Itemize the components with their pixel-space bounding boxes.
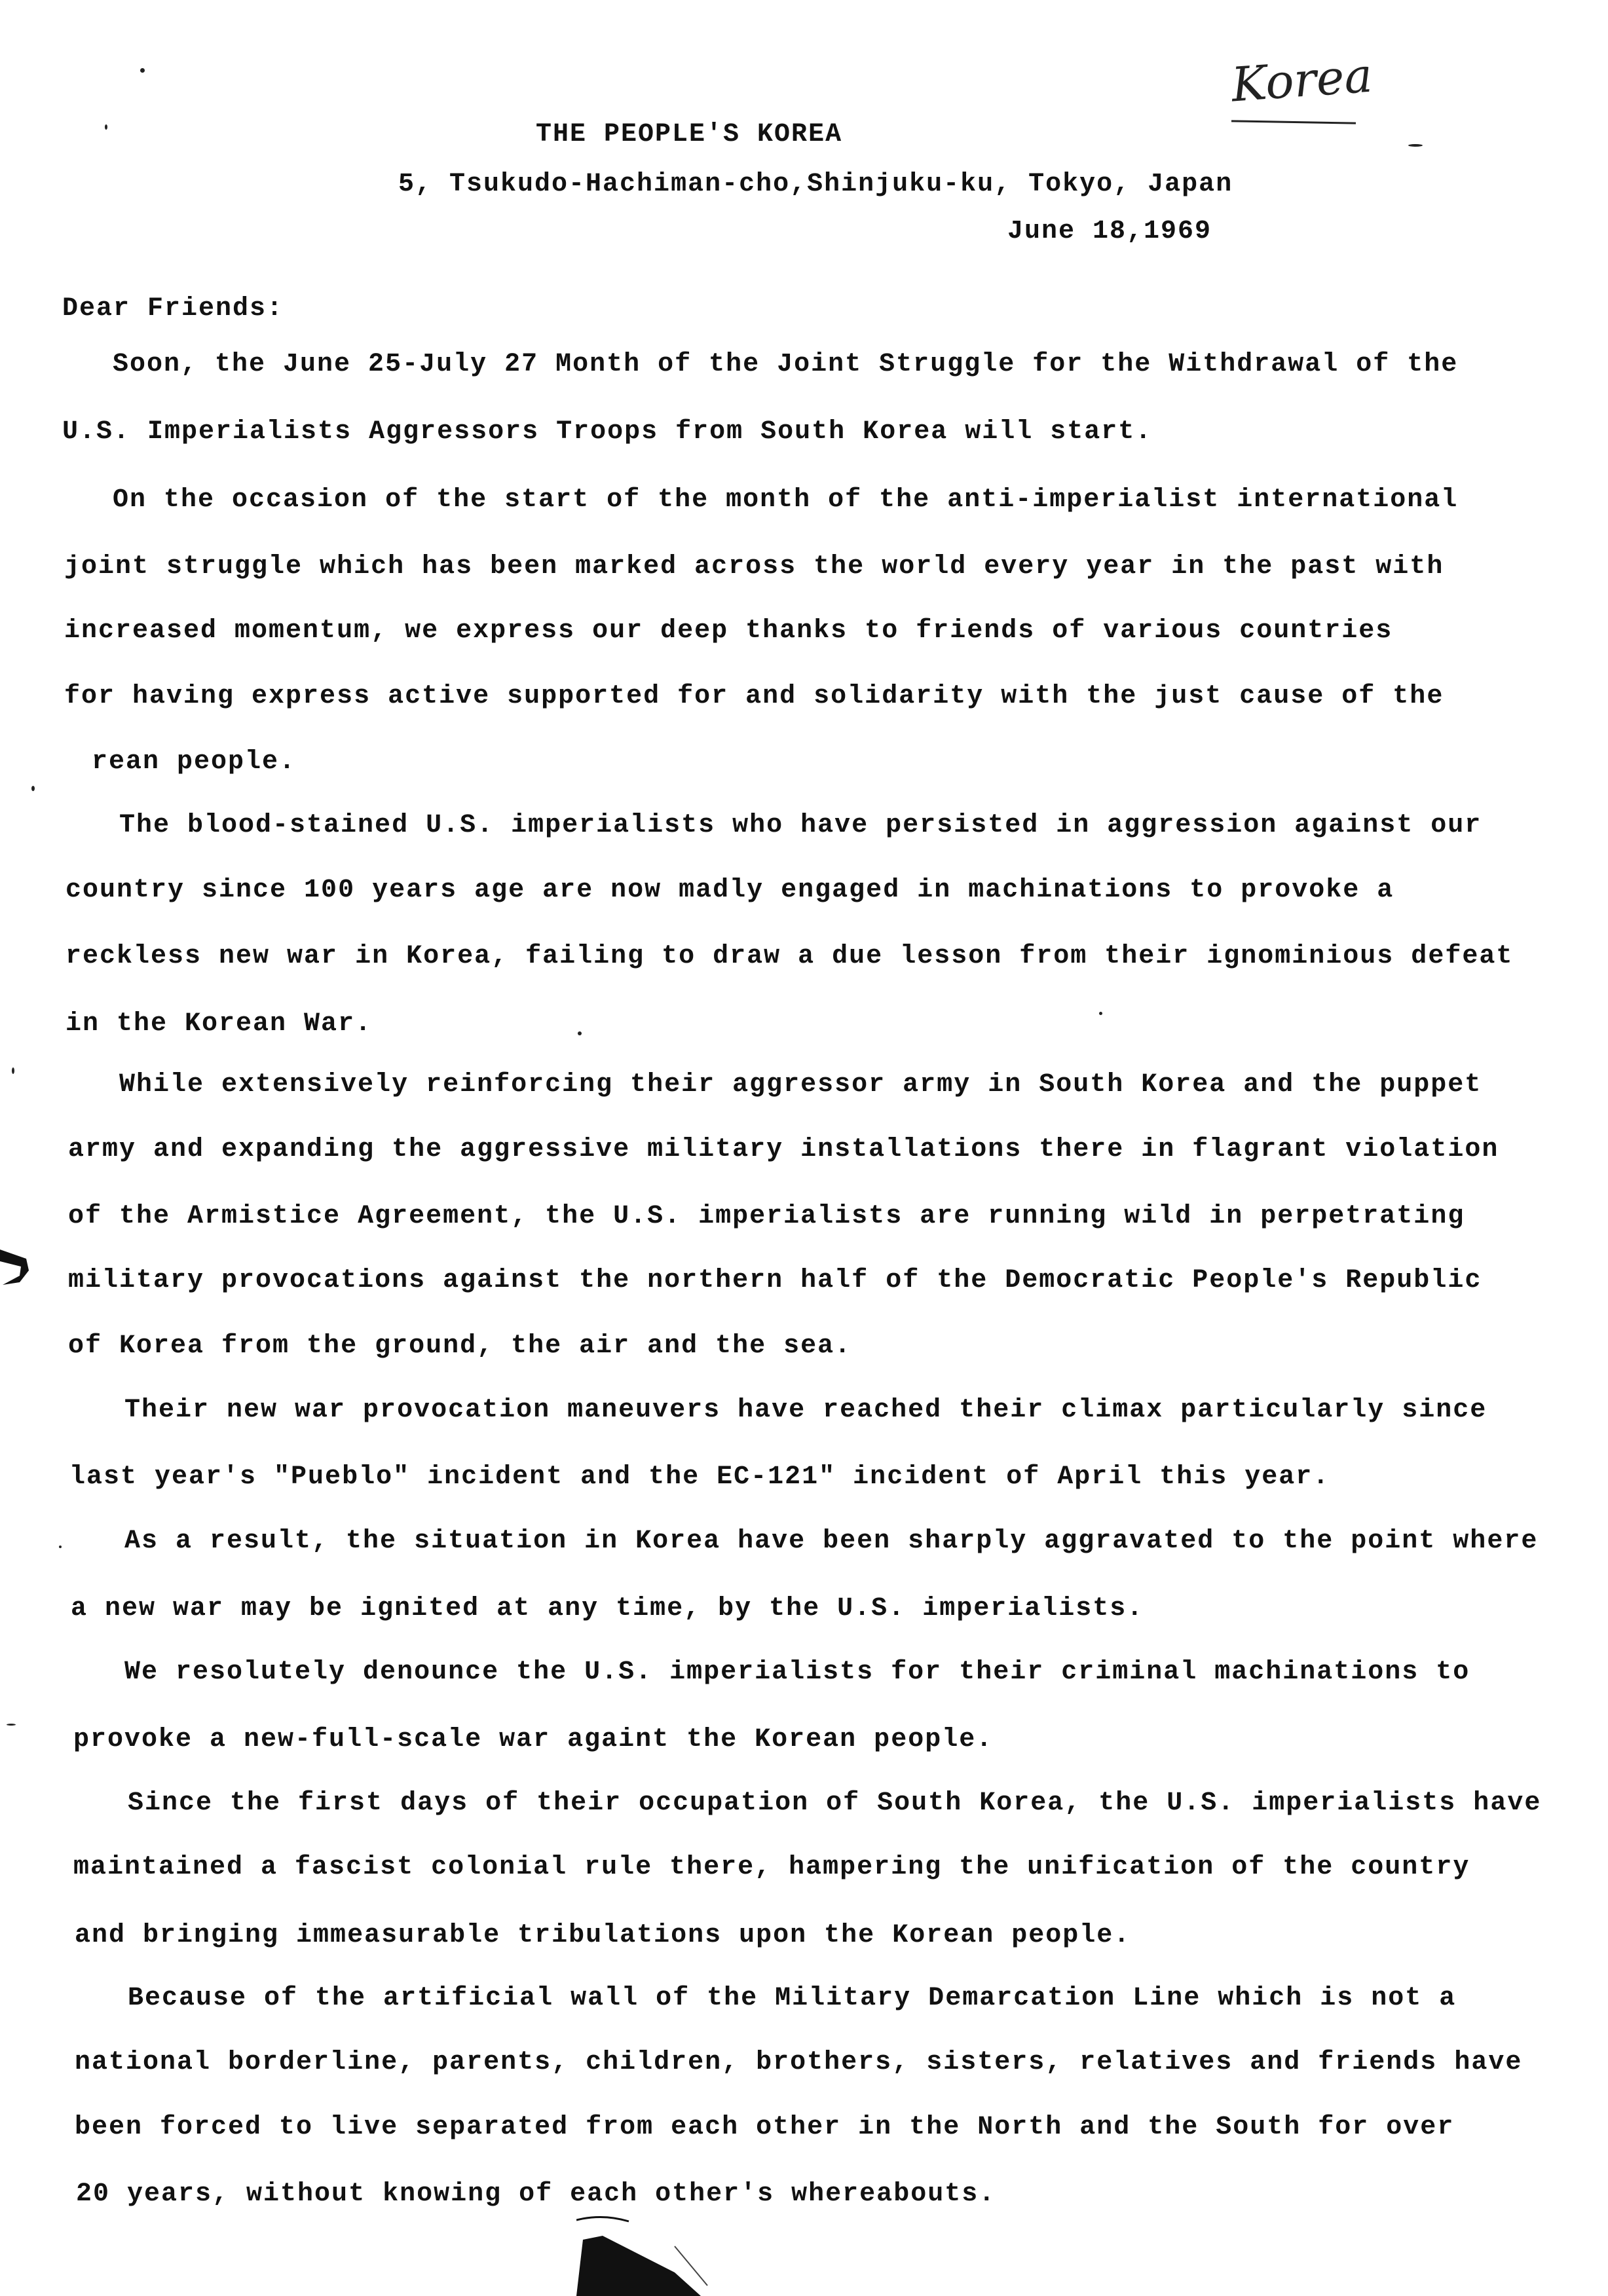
- scan-speck: [105, 124, 107, 130]
- body-line: maintained a fascist colonial rule there, hampering the unification of the country: [73, 1853, 1470, 1882]
- body-line: While extensively reinforcing their aggressor army in South Korea and the puppet: [119, 1070, 1482, 1100]
- body-line: Their new war provocation maneuvers have reached their climax particularly since: [124, 1396, 1487, 1425]
- body-line: On the occasion of the start of the month of the anti-imperialist international: [113, 485, 1459, 515]
- letterhead-title: THE PEOPLE'S KOREA: [536, 120, 843, 149]
- body-line: last year's "Pueblo" incident and the EC-121" incident of April this year.: [69, 1462, 1330, 1492]
- letter-date: June 18,1969: [1007, 217, 1212, 246]
- body-line: and bringing immeasurable tribulations upon the Korean people.: [75, 1921, 1131, 1950]
- letterhead-address: 5, Tsukudo-Hachiman-cho,Shinjuku-ku, Tokyo, Japan: [398, 170, 1233, 199]
- scan-speck: [7, 1724, 16, 1726]
- body-line: reckless new war in Korea, failing to draw a due lesson from their ignominious defeat: [65, 942, 1514, 971]
- scan-speck: [59, 1546, 62, 1548]
- scan-speck: [1408, 144, 1423, 147]
- scan-speck: [1099, 1012, 1102, 1015]
- body-line: national borderline, parents, children, brothers, sisters, relatives and friends have: [75, 2048, 1523, 2077]
- binder-hole-mark: [0, 1244, 39, 1290]
- body-line: in the Korean War.: [65, 1009, 373, 1039]
- body-line: We resolutely denounce the U.S. imperialists for their criminal machinations to: [124, 1657, 1470, 1687]
- body-line: for having express active supported for and solidarity with the just cause of the: [64, 682, 1444, 711]
- handwritten-note: Korea: [1229, 47, 1374, 113]
- body-line: The blood-stained U.S. imperialists who have persisted in aggression against our: [119, 811, 1482, 840]
- body-line: army and expanding the aggressive military installations there in flagrant violation: [68, 1135, 1499, 1164]
- scan-speck: [140, 68, 145, 73]
- body-line: rean people.: [92, 747, 297, 777]
- scan-speck: [578, 1031, 582, 1035]
- body-line: Because of the artificial wall of the Military Demarcation Line which is not a: [128, 1984, 1457, 2013]
- body-line: As a result, the situation in Korea have been sharply aggravated to the point where: [124, 1527, 1539, 1556]
- scan-speck: [31, 786, 35, 791]
- body-line: of Korea from the ground, the air and the sea.: [68, 1331, 852, 1361]
- body-line: a new war may be ignited at any time, by the U.S. imperialists.: [71, 1594, 1144, 1623]
- body-line: military provocations against the northern half of the Democratic People's Republic: [68, 1266, 1482, 1295]
- body-line: country since 100 years age are now madly engaged in machinations to provoke a: [65, 876, 1394, 905]
- body-line: U.S. Imperialists Aggressors Troops from South Korea will start.: [62, 417, 1153, 447]
- body-line: 20 years, without knowing of each other's whereabouts.: [76, 2179, 996, 2209]
- page-edge-mark: [576, 2213, 734, 2296]
- body-line: increased momentum, we express our deep thanks to friends of various countries: [64, 616, 1393, 646]
- body-line: Since the first days of their occupation of South Korea, the U.S. imperialists have: [128, 1788, 1542, 1818]
- body-line: Soon, the June 25-July 27 Month of the Joint Struggle for the Withdrawal of the: [113, 350, 1459, 379]
- body-line: joint struggle which has been marked across the world every year in the past with: [64, 552, 1444, 582]
- body-line: been forced to live separated from each other in the North and the South for over: [75, 2113, 1455, 2142]
- scan-speck: [12, 1067, 14, 1074]
- body-line: of the Armistice Agreement, the U.S. imperialists are running wild in perpetrating: [68, 1202, 1465, 1231]
- salutation: Dear Friends:: [62, 294, 284, 324]
- body-line: provoke a new-full-scale war againt the Korean people.: [73, 1725, 994, 1754]
- handwritten-underline: [1231, 120, 1356, 124]
